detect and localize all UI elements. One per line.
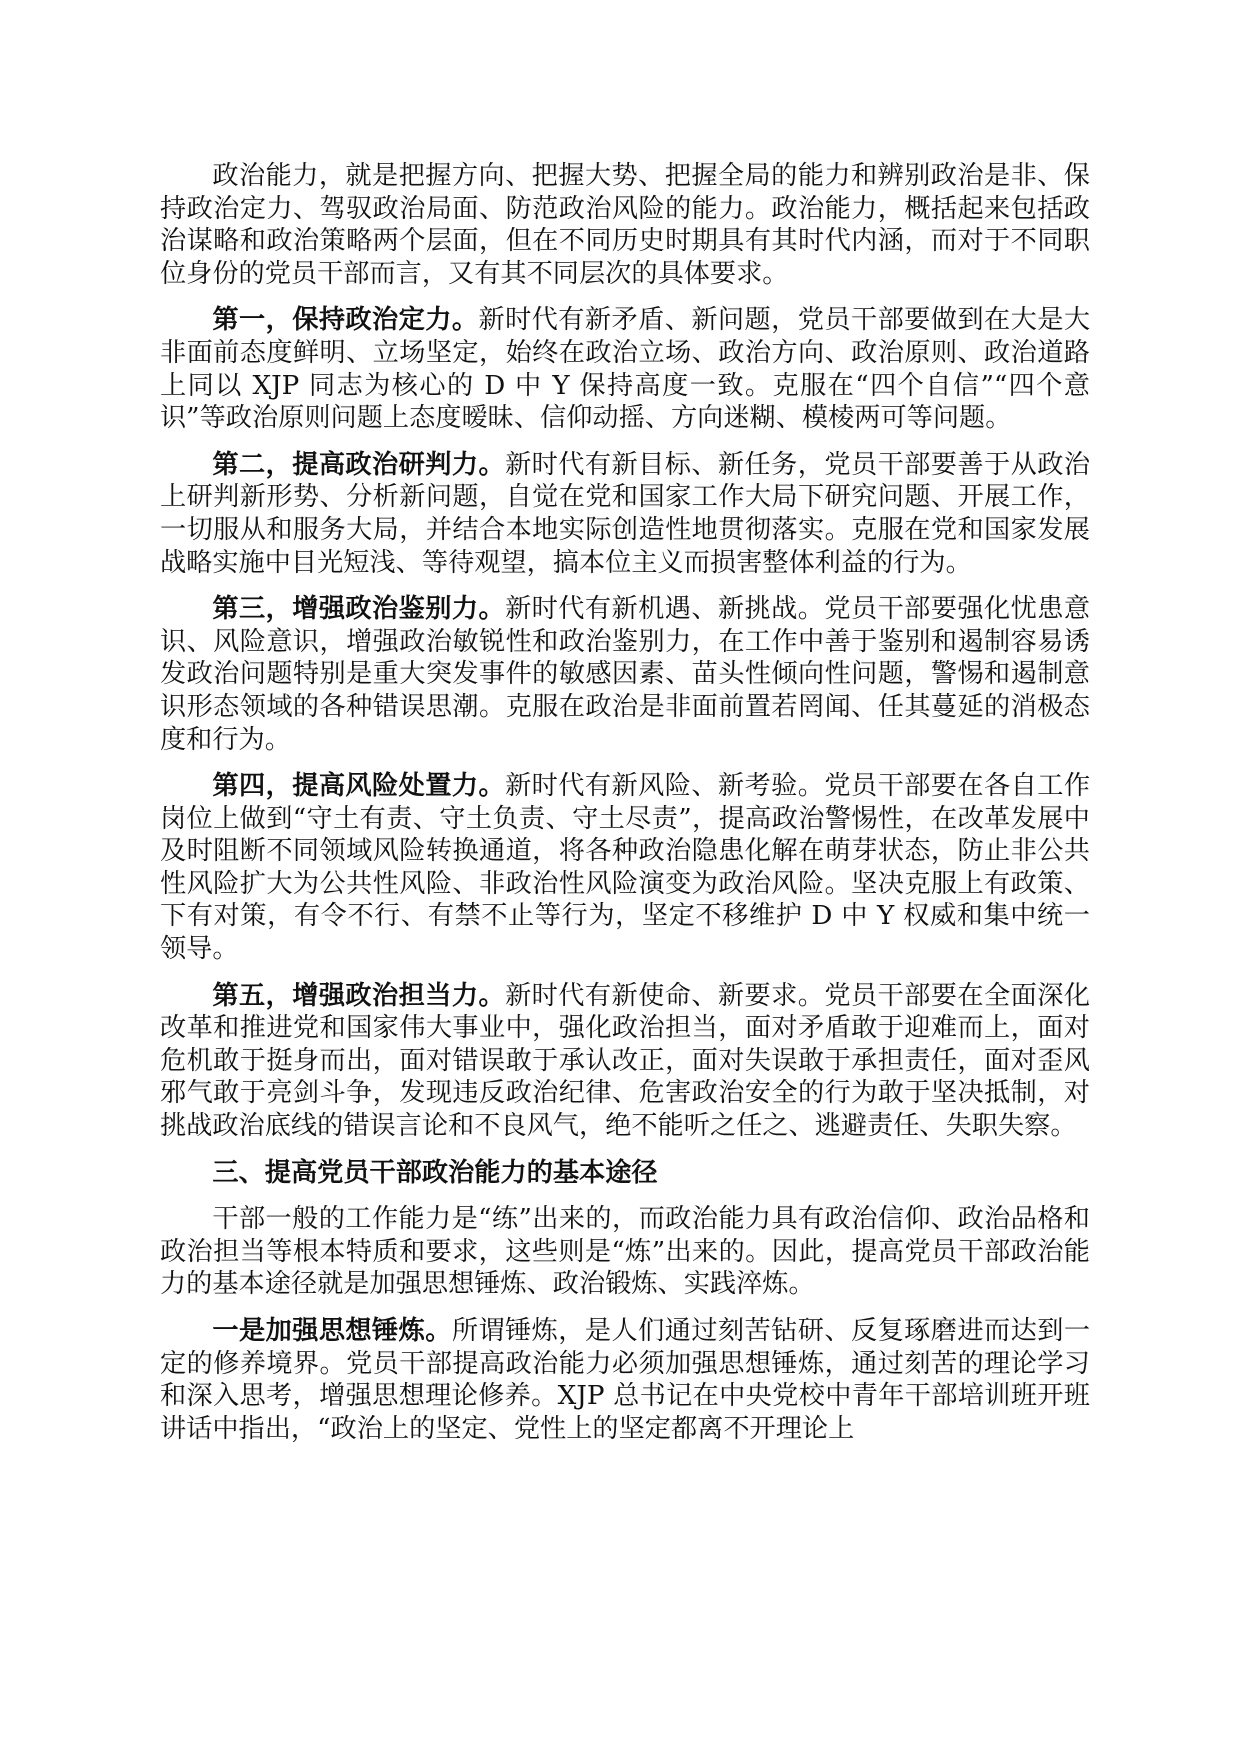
section-heading: 三、提高党员干部政治能力的基本途径 — [212, 1156, 658, 1188]
paragraph-text: 新时代有新目标、新任务，党员干部要善于从政治上研判新形势、分析新问题，自觉在党和国家工作大局下研究问题、开展工作，一切服从和服务大局，并结合本地实际创造性地贯彻落实。克服在党和国家发展战略实施中目光短浅、等待观望，搞本位主义而损害整体利益的行为。 — [160, 449, 1091, 578]
paragraph-lead: 第二，提高政治研判力。 — [212, 448, 506, 480]
paragraph-text: 新时代有新矛盾、新问题，党员干部要做到在大是大非面前态度鲜明、立场坚定，始终在政治立场、政治方向、政治原则、政治道路上同以 XJP 同志为核心的 D 中 Y 保持高度一致。克服在“四个自信”“四个意识”等政治原则问题上态度暧昧、信仰动摇、方向迷糊、模棱两可等问题。 — [160, 305, 1091, 434]
paragraph-lead: 一是加强思想锤炼。 — [212, 1315, 452, 1346]
paragraph-lead: 第三，增强政治鉴别力。 — [212, 593, 506, 625]
paragraph-text: 干部一般的工作能力是“练”出来的，而政治能力具有政治信仰、政治品格和政治担当等根本特质和要求，这些则是“炼”出来的。因此，提高党员干部政治能力的基本途径就是加强思想锤炼、政治锻炼、实践淬炼。 — [160, 1204, 1090, 1300]
paragraph-point-2 — [160, 449, 1090, 579]
paragraph-lead: 第一，保持政治定力。 — [212, 304, 479, 336]
paragraph-point-4 — [160, 770, 1090, 966]
paragraph-point-1 — [160, 304, 1090, 434]
paragraph-path-1 — [160, 1315, 1090, 1445]
document-page — [160, 160, 1090, 1459]
paragraph-point-3 — [160, 593, 1090, 756]
paragraph-paths-intro — [160, 1203, 1090, 1301]
paragraph-text: 新时代有新使命、新要求。党员干部要在全面深化改革和推进党和国家伟大事业中，强化政治担当，面对矛盾敢于迎难而上，面对危机敢于挺身而出，面对错误敢于承认改正，面对失误敢于承担责任，面对歪风邪气敢于亮剑斗争，发现违反政治纪律、危害政治安全的行为敢于坚决抵制，对挑战政治底线的错误言论和不良风气，绝不能听之任之、逃避责任、失职失察。 — [160, 980, 1091, 1142]
paragraph-intro — [160, 160, 1090, 290]
paragraph-lead: 第四，提高风险处置力。 — [212, 770, 506, 802]
paragraph-text: 新时代有新风险、新考验。党员干部要在各自工作岗位上做到“守土有责、守土负责、守土尽责”，提高政治警惕性，在改革发展中及时阻断不同领域风险转换通道，将各种政治隐患化解在萌芽状态，防止非公共性风险扩大为公共性风险、非政治性风险演变为政治风险。坚决克服上有政策、下有对策，有令不行、有禁不止等行为，坚定不移维护 D 中 Y 权威和集中统一领导。 — [160, 771, 1091, 965]
paragraph-point-5 — [160, 980, 1090, 1143]
paragraph-text: 新时代有新机遇、新挑战。党员干部要强化忧患意识、风险意识，增强政治敏锐性和政治鉴别力，在工作中善于鉴别和遏制容易诱发政治问题特别是重大突发事件的敏感因素、苗头性倾向性问题，警惕和遏制意识形态领域的各种错误思潮。克服在政治是非面前置若罔闻、任其蔓延的消极态度和行为。 — [160, 594, 1091, 755]
paragraph-text: 政治能力，就是把握方向、把握大势、把握全局的能力和辨别政治是非、保持政治定力、驾驭政治局面、防范政治风险的能力。政治能力，概括起来包括政治谋略和政治策略两个层面，但在不同历史时期具有其时代内涵，而对于不同职位身份的党员干部而言，又有其不同层次的具体要求。 — [160, 161, 1090, 289]
paragraph-text: 所谓锤炼，是人们通过刻苦钻研、反复琢磨进而达到一定的修养境界。党员干部提高政治能力必须加强思想锤炼，通过刻苦的理论学习和深入思考，增强思想理论修养。XJP 总书记在中央党校中青年干部培训班开班讲话中指出，“政治上的坚定、党性上的坚定都离不开理论上 — [160, 1316, 1091, 1444]
paragraph-lead: 第五，增强政治担当力。 — [212, 979, 506, 1011]
